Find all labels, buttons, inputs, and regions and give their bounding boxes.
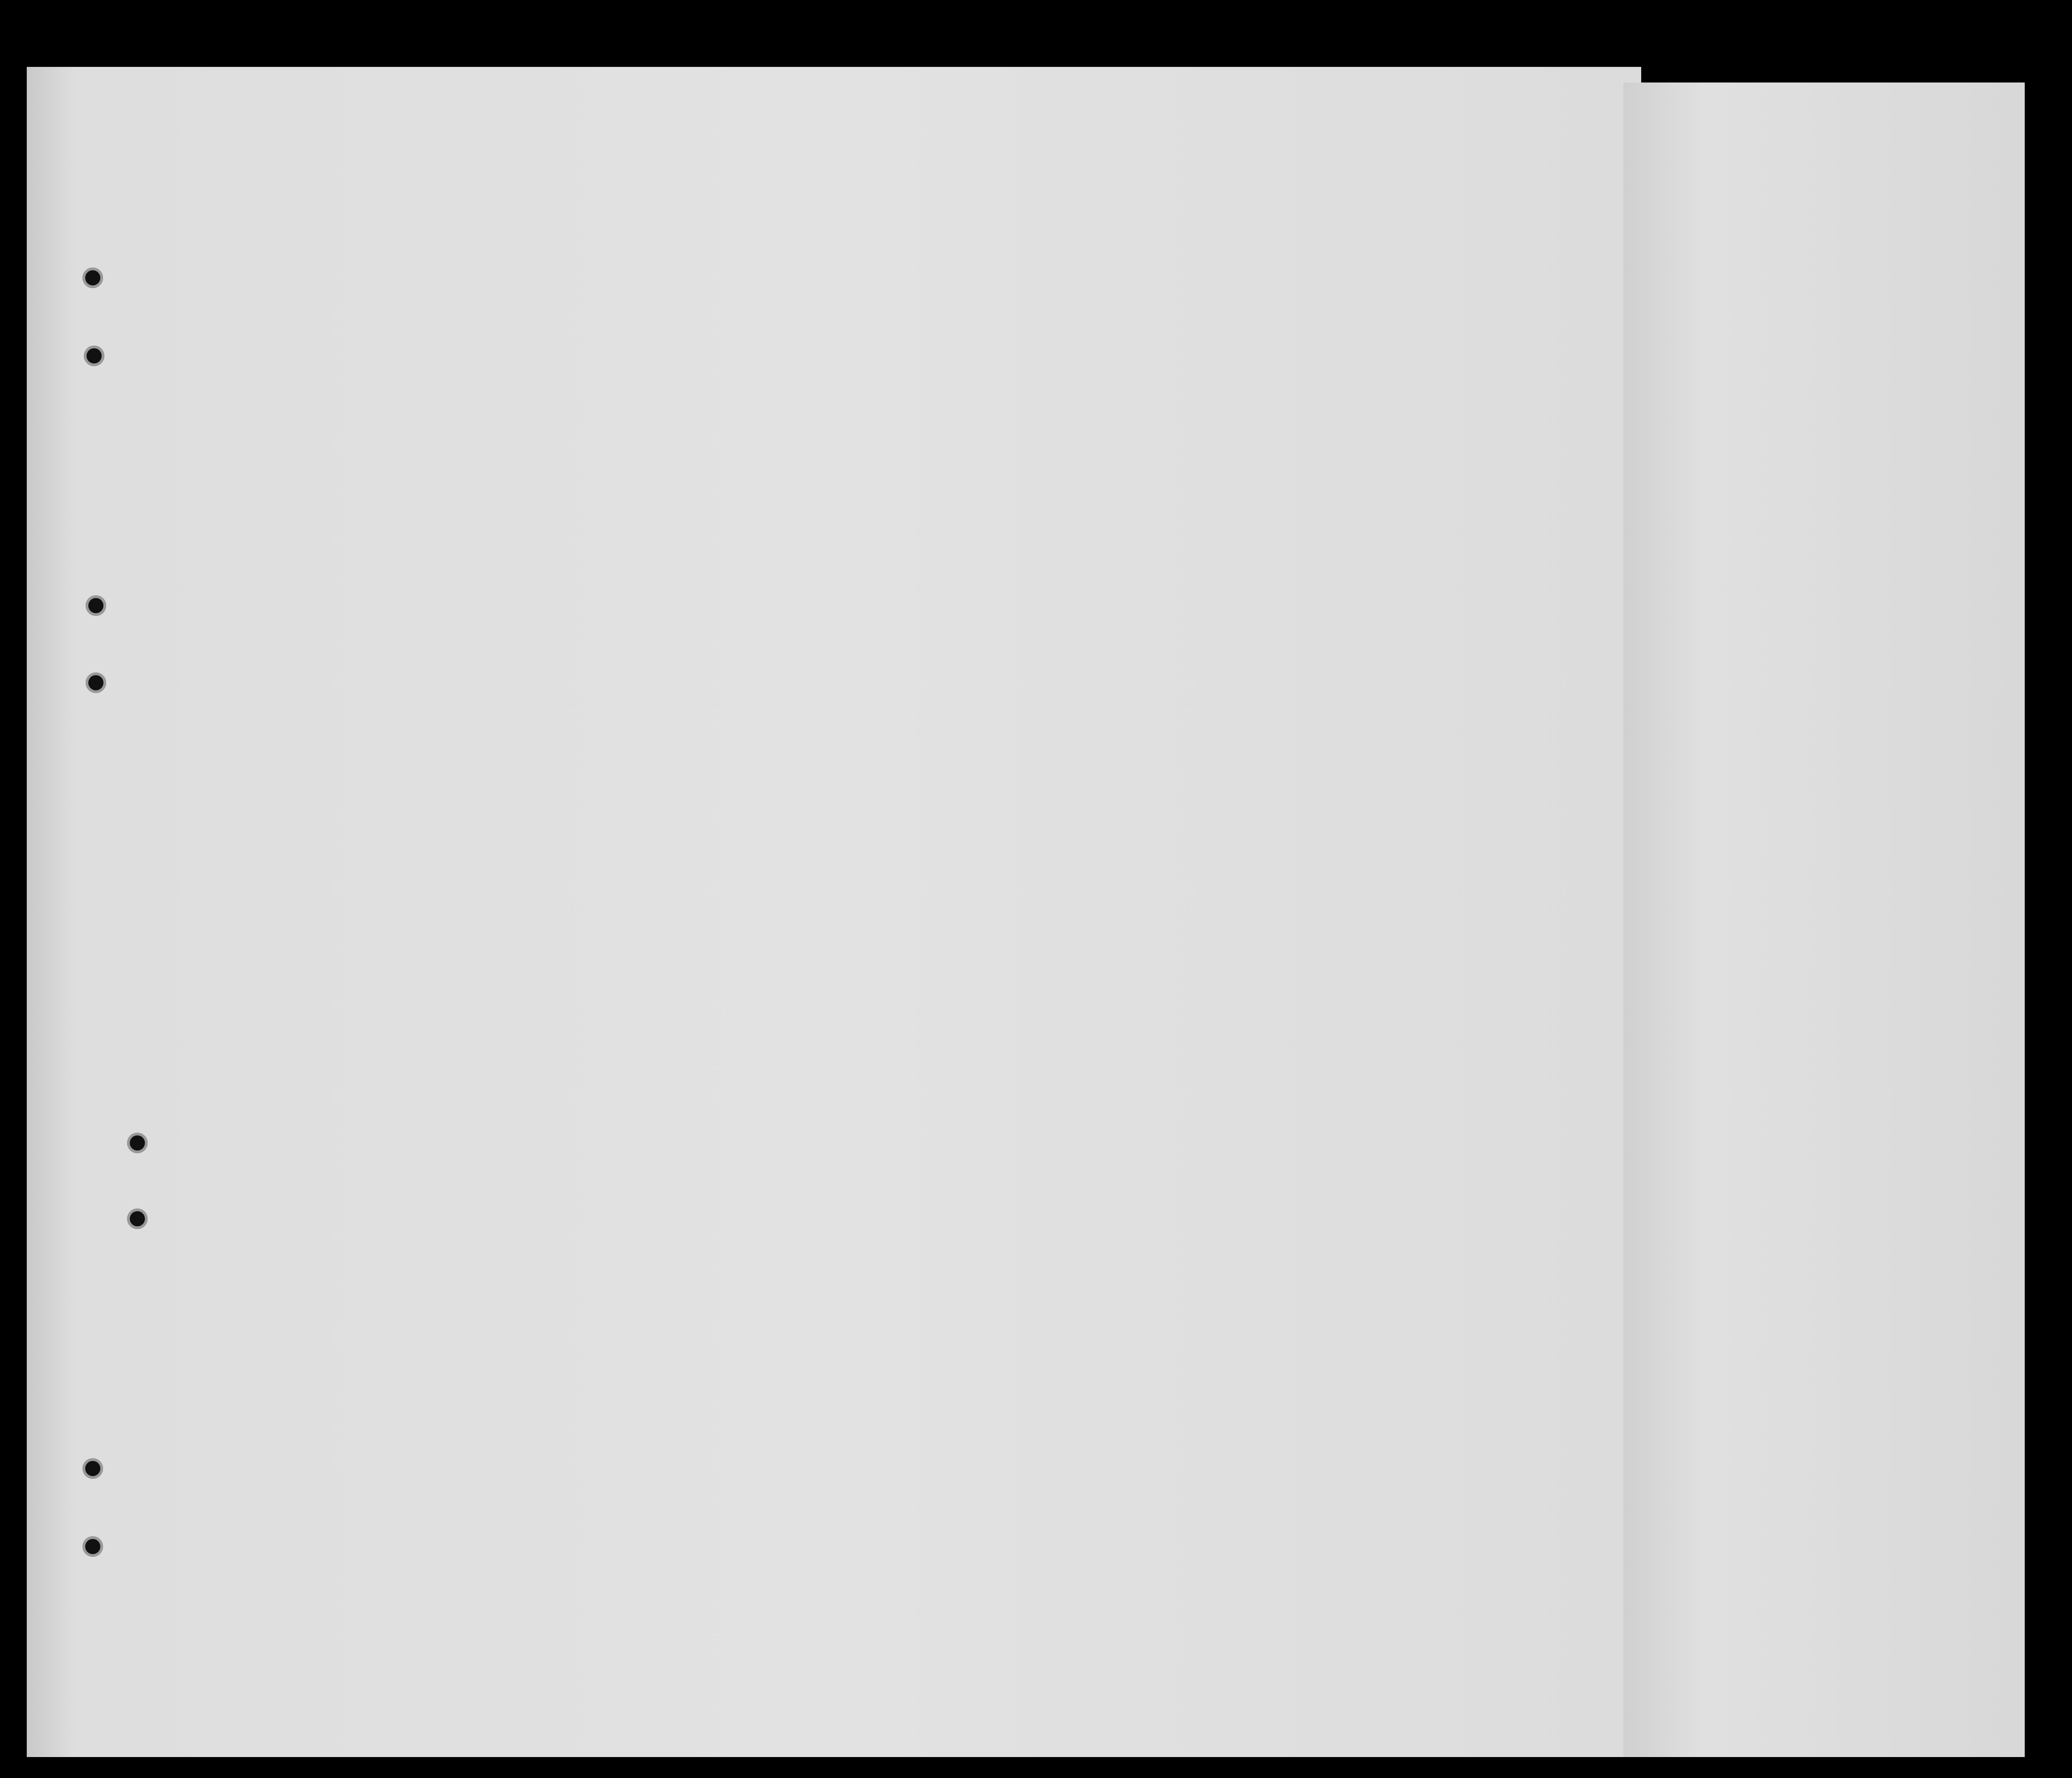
punch-hole bbox=[127, 1133, 148, 1153]
punch-hole bbox=[86, 672, 106, 693]
punch-hole bbox=[83, 1458, 103, 1479]
punch-hole bbox=[86, 595, 106, 616]
punch-hole bbox=[127, 1209, 148, 1229]
punch-hole bbox=[83, 1536, 103, 1557]
check-marks bbox=[0, 0, 2072, 535]
